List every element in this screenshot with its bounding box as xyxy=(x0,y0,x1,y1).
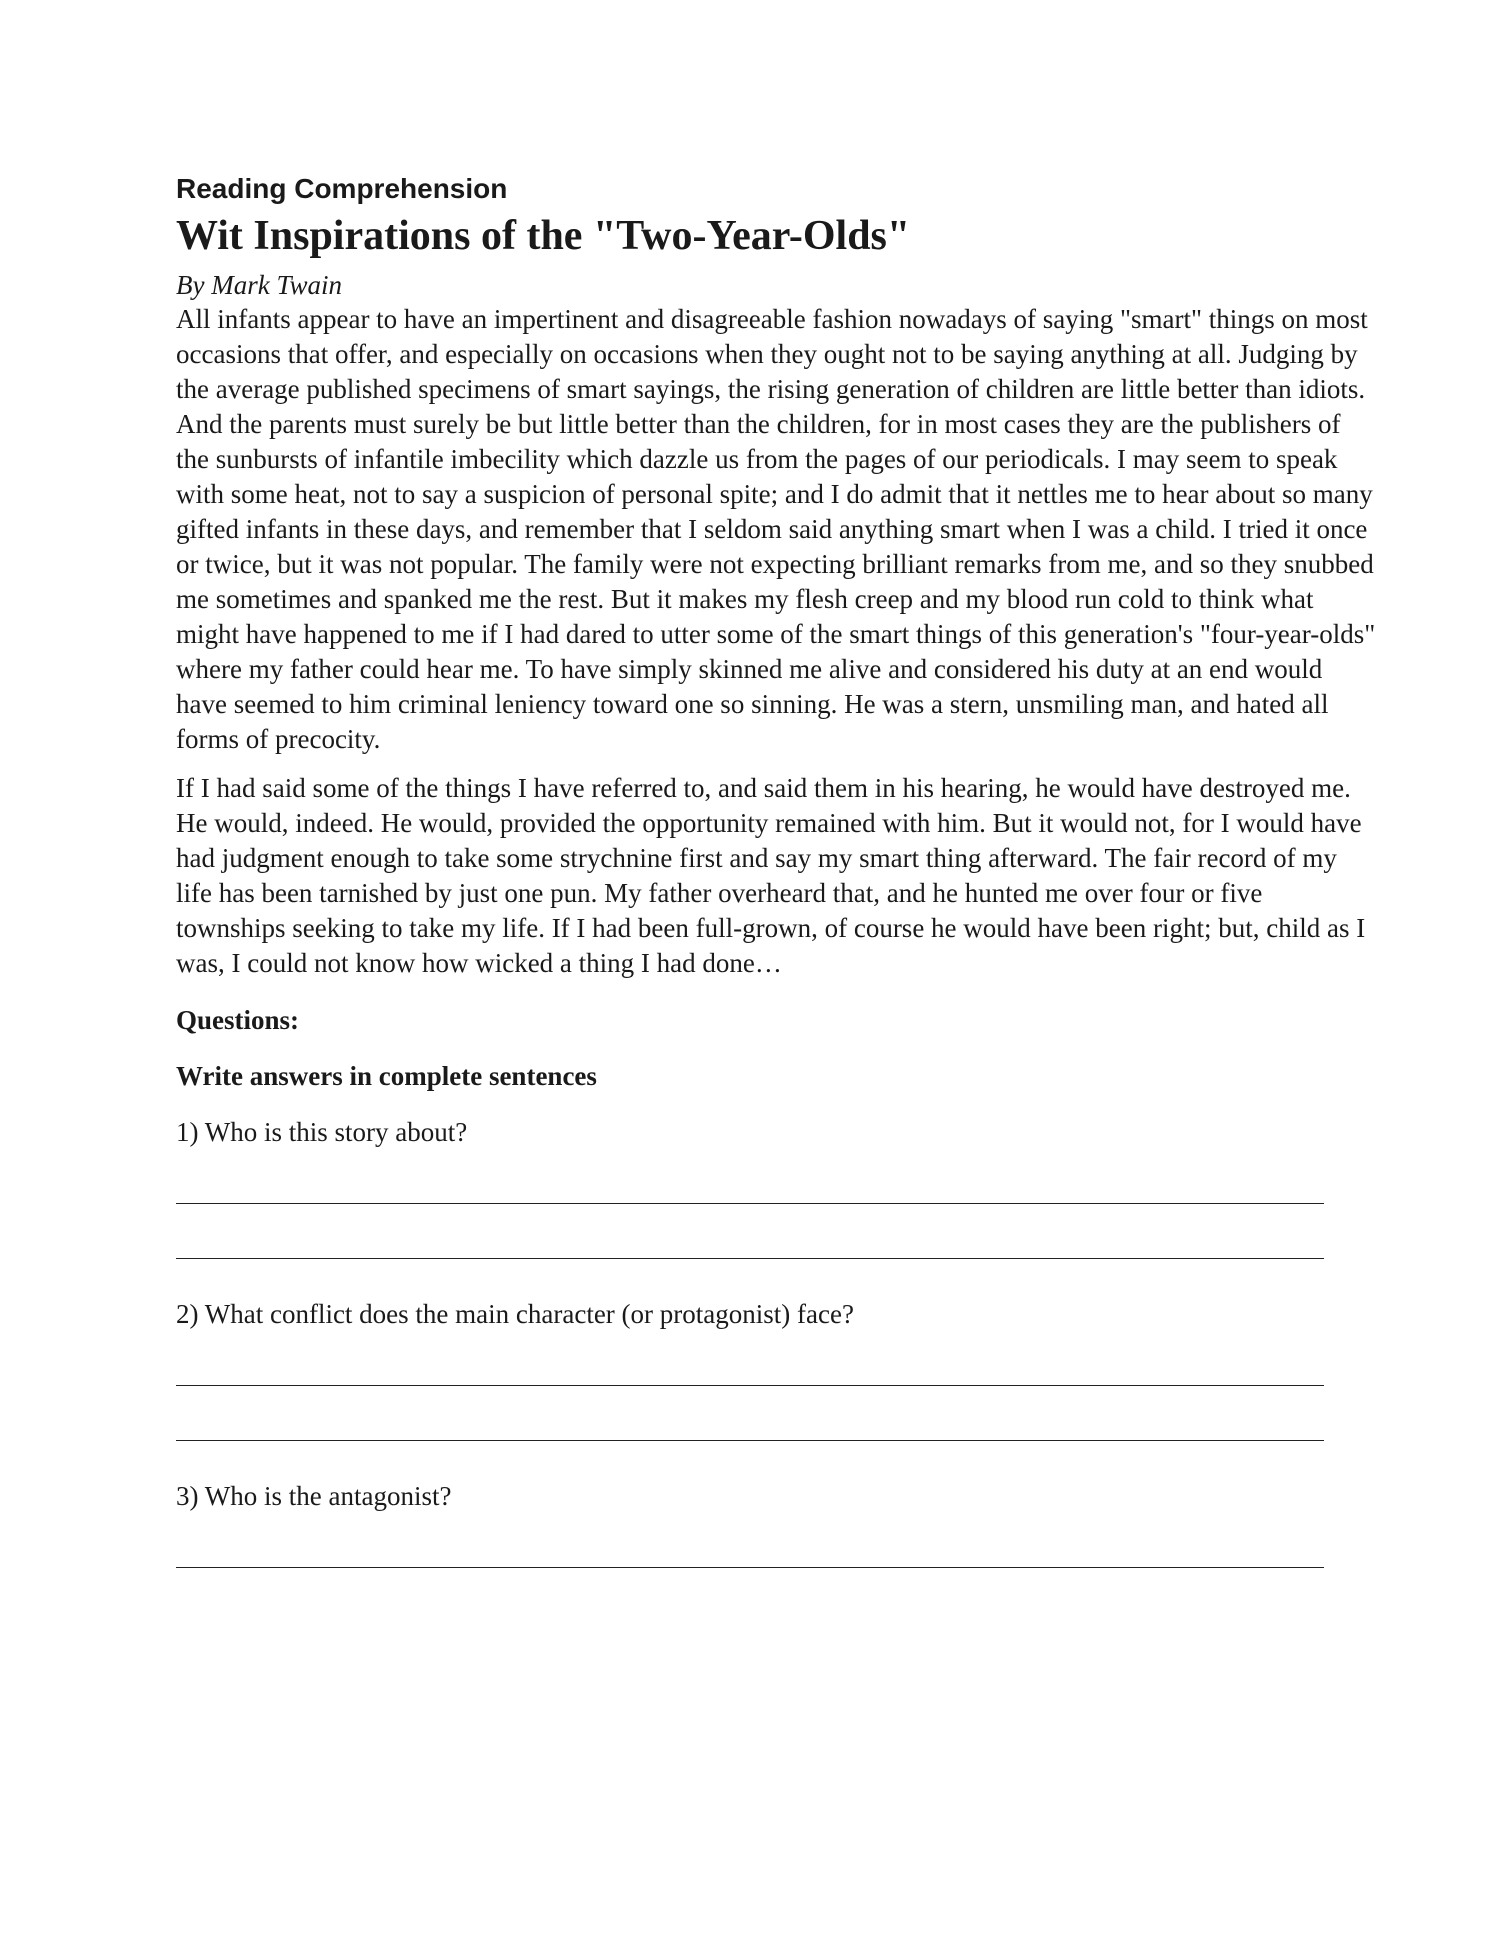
answer-line-q1-2[interactable] xyxy=(176,1258,1324,1259)
answer-line-q2-2[interactable] xyxy=(176,1440,1324,1441)
section-label: Reading Comprehension xyxy=(176,173,508,204)
question-3: 3) Who is the antagonist? xyxy=(176,1481,452,1511)
story-title: Wit Inspirations of the "Two-Year-Olds" xyxy=(176,213,911,259)
questions-instruction: Write answers in complete sentences xyxy=(176,1061,597,1091)
answer-line-q2-1[interactable] xyxy=(176,1385,1324,1386)
question-2: 2) What conflict does the main character (or protagonist) face? xyxy=(176,1299,854,1329)
answer-line-q3-1[interactable] xyxy=(176,1567,1324,1568)
story-author: By Mark Twain xyxy=(176,270,342,300)
story-paragraph-2: If I had said some of the things I have referred to, and said them in his hearing, he would have destroyed me. He would, indeed. He would, provided the opportunity remained with him. But it would not, for I would have had judgment enough to take some strychnine first and say my smart thing afterward. The fair record of my life has been tarnished by just one pun. My father overheard that, and he hunted me over four or five townships seeking to take my life. If I had been full-grown, of course he would have been right; but, child as I was, I could not know how wicked a thing I had done… xyxy=(176,773,1366,978)
questions-heading: Questions: xyxy=(176,1005,300,1035)
worksheet-page xyxy=(176,172,1376,1568)
story-paragraph-1: All infants appear to have an impertinent and disagreeable fashion nowadays of saying "smart" things on most occasions that offer, and especially on occasions when they ought not to be saying anything at all. Judging by the average published specimens of smart sayings, the rising generation of children are little better than idiots. And the parents must surely be but little better than the children, for in most cases they are the publishers of the sunbursts of infantile imbecility which dazzle us from the pages of our periodicals. I may seem to speak with some heat, not to say a suspicion of personal spite; and I do admit that it nettles me to hear about so many gifted infants in these days, and remember that I seldom said anything smart when I was a child. I tried it once or twice, but it was not popular. The family were not expecting brilliant remarks from me, and so they snubbed me sometimes and spanked me the rest. But it makes my flesh creep and my blood run cold to think what might have happened to me if I had dared to utter some of the smart things of this generation's "four-year-olds" where my father could hear me. To have simply skinned me alive and considered his duty at an end would have seemed to him criminal leniency toward one so sinning. He was a stern, unsmiling man, and hated all forms of precocity. xyxy=(176,304,1376,754)
answer-line-q1-1[interactable] xyxy=(176,1203,1324,1204)
question-1: 1) Who is this story about? xyxy=(176,1117,468,1147)
